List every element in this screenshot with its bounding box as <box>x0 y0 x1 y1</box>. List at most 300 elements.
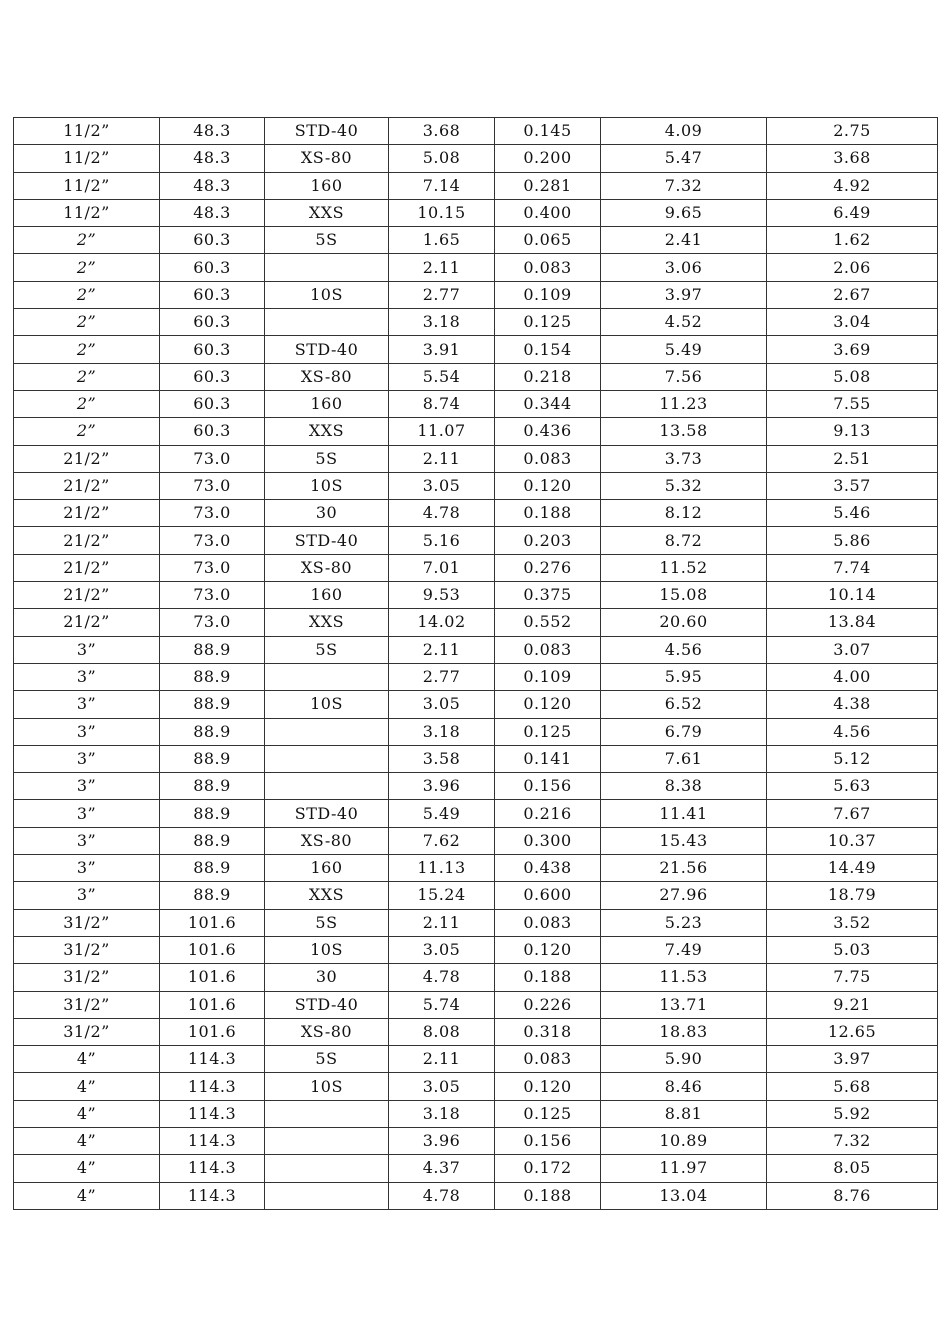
weight-kg-m-cell: 3.97 <box>601 281 767 308</box>
nominal-size-cell: 31/2” <box>14 936 160 963</box>
wall-thickness-mm-cell: 5.49 <box>389 800 495 827</box>
nominal-size-cell: 3” <box>14 800 160 827</box>
wall-thickness-in-cell: 0.141 <box>495 745 601 772</box>
wall-thickness-mm-cell: 3.18 <box>389 718 495 745</box>
schedule-cell: 5S <box>265 445 389 472</box>
table-row <box>14 118 938 145</box>
weight-kg-m-cell: 4.52 <box>601 309 767 336</box>
wall-thickness-mm-cell: 4.78 <box>389 1182 495 1209</box>
weight-lb-ft-cell: 4.38 <box>767 691 938 718</box>
outside-diameter-cell: 114.3 <box>160 1046 265 1073</box>
weight-kg-m-cell: 21.56 <box>601 855 767 882</box>
wall-thickness-in-cell: 0.125 <box>495 718 601 745</box>
wall-thickness-in-cell: 0.600 <box>495 882 601 909</box>
table-row <box>14 1073 938 1100</box>
weight-lb-ft-cell: 5.12 <box>767 745 938 772</box>
wall-thickness-mm-cell: 14.02 <box>389 609 495 636</box>
wall-thickness-in-cell: 0.145 <box>495 118 601 145</box>
wall-thickness-mm-cell: 7.62 <box>389 827 495 854</box>
wall-thickness-mm-cell: 11.13 <box>389 855 495 882</box>
wall-thickness-in-cell: 0.375 <box>495 582 601 609</box>
nominal-size-cell: 4” <box>14 1100 160 1127</box>
schedule-cell: XXS <box>265 418 389 445</box>
outside-diameter-cell: 48.3 <box>160 118 265 145</box>
table-row <box>14 445 938 472</box>
weight-lb-ft-cell: 3.69 <box>767 336 938 363</box>
schedule-cell: 30 <box>265 964 389 991</box>
schedule-cell: STD-40 <box>265 991 389 1018</box>
wall-thickness-mm-cell: 10.15 <box>389 199 495 226</box>
table-row <box>14 909 938 936</box>
nominal-size-cell: 3” <box>14 855 160 882</box>
wall-thickness-mm-cell: 2.11 <box>389 1046 495 1073</box>
wall-thickness-mm-cell: 2.11 <box>389 254 495 281</box>
nominal-size-cell: 21/2” <box>14 609 160 636</box>
schedule-cell: STD-40 <box>265 527 389 554</box>
weight-kg-m-cell: 10.89 <box>601 1127 767 1154</box>
wall-thickness-mm-cell: 1.65 <box>389 227 495 254</box>
table-row <box>14 554 938 581</box>
weight-kg-m-cell: 7.61 <box>601 745 767 772</box>
wall-thickness-mm-cell: 7.01 <box>389 554 495 581</box>
weight-kg-m-cell: 8.12 <box>601 500 767 527</box>
table-row <box>14 254 938 281</box>
table-row <box>14 582 938 609</box>
outside-diameter-cell: 60.3 <box>160 309 265 336</box>
wall-thickness-in-cell: 0.200 <box>495 145 601 172</box>
weight-kg-m-cell: 5.32 <box>601 472 767 499</box>
outside-diameter-cell: 88.9 <box>160 718 265 745</box>
outside-diameter-cell: 88.9 <box>160 800 265 827</box>
weight-lb-ft-cell: 3.57 <box>767 472 938 499</box>
outside-diameter-cell: 73.0 <box>160 445 265 472</box>
weight-lb-ft-cell: 2.75 <box>767 118 938 145</box>
weight-kg-m-cell: 8.72 <box>601 527 767 554</box>
wall-thickness-in-cell: 0.188 <box>495 964 601 991</box>
nominal-size-cell: 2” <box>14 254 160 281</box>
nominal-size-cell: 21/2” <box>14 472 160 499</box>
schedule-cell: 160 <box>265 390 389 417</box>
table-row <box>14 1100 938 1127</box>
weight-lb-ft-cell: 2.67 <box>767 281 938 308</box>
weight-lb-ft-cell: 13.84 <box>767 609 938 636</box>
table-row <box>14 800 938 827</box>
wall-thickness-in-cell: 0.120 <box>495 1073 601 1100</box>
table-row <box>14 227 938 254</box>
schedule-cell: XS-80 <box>265 145 389 172</box>
table-row <box>14 964 938 991</box>
outside-diameter-cell: 60.3 <box>160 390 265 417</box>
nominal-size-cell: 2” <box>14 309 160 336</box>
nominal-size-cell: 31/2” <box>14 1018 160 1045</box>
weight-kg-m-cell: 11.97 <box>601 1155 767 1182</box>
schedule-cell <box>265 1100 389 1127</box>
nominal-size-cell: 4” <box>14 1127 160 1154</box>
schedule-cell <box>265 773 389 800</box>
wall-thickness-mm-cell: 3.91 <box>389 336 495 363</box>
outside-diameter-cell: 114.3 <box>160 1127 265 1154</box>
table-row <box>14 1018 938 1045</box>
table-row <box>14 745 938 772</box>
wall-thickness-in-cell: 0.172 <box>495 1155 601 1182</box>
outside-diameter-cell: 48.3 <box>160 145 265 172</box>
wall-thickness-mm-cell: 5.08 <box>389 145 495 172</box>
weight-kg-m-cell: 13.71 <box>601 991 767 1018</box>
nominal-size-cell: 21/2” <box>14 582 160 609</box>
weight-lb-ft-cell: 3.68 <box>767 145 938 172</box>
wall-thickness-mm-cell: 3.96 <box>389 773 495 800</box>
wall-thickness-in-cell: 0.083 <box>495 636 601 663</box>
outside-diameter-cell: 88.9 <box>160 827 265 854</box>
weight-lb-ft-cell: 5.46 <box>767 500 938 527</box>
outside-diameter-cell: 114.3 <box>160 1073 265 1100</box>
outside-diameter-cell: 101.6 <box>160 1018 265 1045</box>
wall-thickness-in-cell: 0.065 <box>495 227 601 254</box>
nominal-size-cell: 11/2” <box>14 199 160 226</box>
wall-thickness-mm-cell: 11.07 <box>389 418 495 445</box>
nominal-size-cell: 3” <box>14 827 160 854</box>
weight-kg-m-cell: 7.49 <box>601 936 767 963</box>
weight-kg-m-cell: 9.65 <box>601 199 767 226</box>
wall-thickness-mm-cell: 2.11 <box>389 636 495 663</box>
nominal-size-cell: 21/2” <box>14 554 160 581</box>
schedule-cell <box>265 1127 389 1154</box>
nominal-size-cell: 2” <box>14 363 160 390</box>
weight-lb-ft-cell: 8.76 <box>767 1182 938 1209</box>
weight-lb-ft-cell: 18.79 <box>767 882 938 909</box>
nominal-size-cell: 11/2” <box>14 118 160 145</box>
outside-diameter-cell: 60.3 <box>160 336 265 363</box>
outside-diameter-cell: 73.0 <box>160 500 265 527</box>
weight-lb-ft-cell: 9.13 <box>767 418 938 445</box>
weight-lb-ft-cell: 4.92 <box>767 172 938 199</box>
outside-diameter-cell: 88.9 <box>160 773 265 800</box>
weight-kg-m-cell: 20.60 <box>601 609 767 636</box>
table-row <box>14 1155 938 1182</box>
outside-diameter-cell: 101.6 <box>160 964 265 991</box>
weight-kg-m-cell: 8.38 <box>601 773 767 800</box>
weight-kg-m-cell: 11.53 <box>601 964 767 991</box>
wall-thickness-in-cell: 0.203 <box>495 527 601 554</box>
weight-lb-ft-cell: 7.75 <box>767 964 938 991</box>
wall-thickness-mm-cell: 4.78 <box>389 964 495 991</box>
outside-diameter-cell: 60.3 <box>160 254 265 281</box>
weight-lb-ft-cell: 14.49 <box>767 855 938 882</box>
nominal-size-cell: 11/2” <box>14 145 160 172</box>
weight-kg-m-cell: 7.32 <box>601 172 767 199</box>
weight-lb-ft-cell: 3.52 <box>767 909 938 936</box>
wall-thickness-mm-cell: 8.74 <box>389 390 495 417</box>
outside-diameter-cell: 48.3 <box>160 199 265 226</box>
weight-kg-m-cell: 13.58 <box>601 418 767 445</box>
table-row <box>14 472 938 499</box>
wall-thickness-in-cell: 0.083 <box>495 254 601 281</box>
schedule-cell: XS-80 <box>265 827 389 854</box>
table-row <box>14 172 938 199</box>
nominal-size-cell: 4” <box>14 1046 160 1073</box>
outside-diameter-cell: 101.6 <box>160 991 265 1018</box>
weight-lb-ft-cell: 2.06 <box>767 254 938 281</box>
table-row <box>14 718 938 745</box>
weight-kg-m-cell: 11.23 <box>601 390 767 417</box>
weight-kg-m-cell: 6.79 <box>601 718 767 745</box>
table-row <box>14 1046 938 1073</box>
nominal-size-cell: 31/2” <box>14 909 160 936</box>
weight-lb-ft-cell: 7.32 <box>767 1127 938 1154</box>
weight-kg-m-cell: 8.81 <box>601 1100 767 1127</box>
table-row <box>14 309 938 336</box>
weight-kg-m-cell: 15.08 <box>601 582 767 609</box>
wall-thickness-mm-cell: 3.58 <box>389 745 495 772</box>
weight-lb-ft-cell: 3.04 <box>767 309 938 336</box>
outside-diameter-cell: 114.3 <box>160 1155 265 1182</box>
schedule-cell <box>265 663 389 690</box>
schedule-cell <box>265 1182 389 1209</box>
nominal-size-cell: 3” <box>14 636 160 663</box>
outside-diameter-cell: 48.3 <box>160 172 265 199</box>
schedule-cell: 5S <box>265 909 389 936</box>
nominal-size-cell: 21/2” <box>14 527 160 554</box>
table-row <box>14 281 938 308</box>
weight-kg-m-cell: 15.43 <box>601 827 767 854</box>
nominal-size-cell: 2” <box>14 336 160 363</box>
weight-kg-m-cell: 5.47 <box>601 145 767 172</box>
wall-thickness-mm-cell: 3.05 <box>389 691 495 718</box>
nominal-size-cell: 3” <box>14 773 160 800</box>
table-row <box>14 691 938 718</box>
schedule-cell: 160 <box>265 855 389 882</box>
weight-lb-ft-cell: 10.14 <box>767 582 938 609</box>
nominal-size-cell: 2” <box>14 390 160 417</box>
weight-kg-m-cell: 7.56 <box>601 363 767 390</box>
wall-thickness-mm-cell: 2.11 <box>389 445 495 472</box>
outside-diameter-cell: 60.3 <box>160 418 265 445</box>
weight-lb-ft-cell: 4.56 <box>767 718 938 745</box>
wall-thickness-mm-cell: 9.53 <box>389 582 495 609</box>
weight-lb-ft-cell: 5.03 <box>767 936 938 963</box>
weight-lb-ft-cell: 12.65 <box>767 1018 938 1045</box>
weight-kg-m-cell: 11.41 <box>601 800 767 827</box>
wall-thickness-in-cell: 0.109 <box>495 663 601 690</box>
weight-kg-m-cell: 27.96 <box>601 882 767 909</box>
wall-thickness-mm-cell: 2.11 <box>389 909 495 936</box>
nominal-size-cell: 31/2” <box>14 991 160 1018</box>
schedule-cell: XS-80 <box>265 363 389 390</box>
wall-thickness-mm-cell: 7.14 <box>389 172 495 199</box>
table-row <box>14 882 938 909</box>
table-row <box>14 1127 938 1154</box>
table-row <box>14 609 938 636</box>
wall-thickness-in-cell: 0.226 <box>495 991 601 1018</box>
wall-thickness-in-cell: 0.436 <box>495 418 601 445</box>
pipe-schedule-table <box>13 117 938 1210</box>
outside-diameter-cell: 60.3 <box>160 227 265 254</box>
wall-thickness-in-cell: 0.120 <box>495 691 601 718</box>
schedule-cell: XXS <box>265 609 389 636</box>
outside-diameter-cell: 88.9 <box>160 882 265 909</box>
wall-thickness-mm-cell: 2.77 <box>389 281 495 308</box>
schedule-cell: 30 <box>265 500 389 527</box>
outside-diameter-cell: 88.9 <box>160 855 265 882</box>
outside-diameter-cell: 60.3 <box>160 281 265 308</box>
schedule-cell <box>265 718 389 745</box>
wall-thickness-in-cell: 0.083 <box>495 1046 601 1073</box>
wall-thickness-in-cell: 0.300 <box>495 827 601 854</box>
outside-diameter-cell: 88.9 <box>160 691 265 718</box>
schedule-cell: 10S <box>265 936 389 963</box>
table-row <box>14 663 938 690</box>
nominal-size-cell: 4” <box>14 1155 160 1182</box>
nominal-size-cell: 3” <box>14 882 160 909</box>
weight-kg-m-cell: 11.52 <box>601 554 767 581</box>
weight-lb-ft-cell: 7.55 <box>767 390 938 417</box>
wall-thickness-in-cell: 0.218 <box>495 363 601 390</box>
weight-lb-ft-cell: 1.62 <box>767 227 938 254</box>
nominal-size-cell: 3” <box>14 663 160 690</box>
schedule-cell: STD-40 <box>265 118 389 145</box>
nominal-size-cell: 2” <box>14 227 160 254</box>
wall-thickness-mm-cell: 5.74 <box>389 991 495 1018</box>
weight-kg-m-cell: 5.90 <box>601 1046 767 1073</box>
wall-thickness-in-cell: 0.156 <box>495 773 601 800</box>
table-row <box>14 936 938 963</box>
weight-lb-ft-cell: 8.05 <box>767 1155 938 1182</box>
weight-lb-ft-cell: 2.51 <box>767 445 938 472</box>
weight-kg-m-cell: 3.73 <box>601 445 767 472</box>
weight-kg-m-cell: 8.46 <box>601 1073 767 1100</box>
wall-thickness-in-cell: 0.154 <box>495 336 601 363</box>
outside-diameter-cell: 73.0 <box>160 527 265 554</box>
nominal-size-cell: 31/2” <box>14 964 160 991</box>
nominal-size-cell: 21/2” <box>14 500 160 527</box>
wall-thickness-mm-cell: 3.96 <box>389 1127 495 1154</box>
table-row <box>14 500 938 527</box>
table-row <box>14 199 938 226</box>
wall-thickness-in-cell: 0.216 <box>495 800 601 827</box>
table-row <box>14 336 938 363</box>
weight-lb-ft-cell: 5.08 <box>767 363 938 390</box>
wall-thickness-in-cell: 0.344 <box>495 390 601 417</box>
schedule-cell <box>265 1155 389 1182</box>
wall-thickness-mm-cell: 3.05 <box>389 472 495 499</box>
table-row <box>14 636 938 663</box>
outside-diameter-cell: 101.6 <box>160 909 265 936</box>
schedule-cell <box>265 745 389 772</box>
weight-lb-ft-cell: 10.37 <box>767 827 938 854</box>
weight-kg-m-cell: 18.83 <box>601 1018 767 1045</box>
wall-thickness-in-cell: 0.156 <box>495 1127 601 1154</box>
outside-diameter-cell: 73.0 <box>160 582 265 609</box>
table-row <box>14 363 938 390</box>
table-row <box>14 527 938 554</box>
weight-lb-ft-cell: 3.97 <box>767 1046 938 1073</box>
wall-thickness-in-cell: 0.188 <box>495 500 601 527</box>
wall-thickness-mm-cell: 3.18 <box>389 1100 495 1127</box>
outside-diameter-cell: 114.3 <box>160 1182 265 1209</box>
weight-lb-ft-cell: 7.67 <box>767 800 938 827</box>
weight-kg-m-cell: 2.41 <box>601 227 767 254</box>
schedule-cell: XS-80 <box>265 1018 389 1045</box>
nominal-size-cell: 4” <box>14 1073 160 1100</box>
table-row <box>14 1182 938 1209</box>
wall-thickness-mm-cell: 4.78 <box>389 500 495 527</box>
wall-thickness-mm-cell: 5.16 <box>389 527 495 554</box>
nominal-size-cell: 21/2” <box>14 445 160 472</box>
outside-diameter-cell: 73.0 <box>160 472 265 499</box>
schedule-cell: STD-40 <box>265 800 389 827</box>
schedule-cell <box>265 254 389 281</box>
outside-diameter-cell: 114.3 <box>160 1100 265 1127</box>
table-row <box>14 773 938 800</box>
weight-kg-m-cell: 4.09 <box>601 118 767 145</box>
wall-thickness-mm-cell: 3.68 <box>389 118 495 145</box>
wall-thickness-mm-cell: 3.05 <box>389 1073 495 1100</box>
schedule-cell <box>265 309 389 336</box>
wall-thickness-mm-cell: 15.24 <box>389 882 495 909</box>
schedule-cell: 10S <box>265 281 389 308</box>
table-row <box>14 418 938 445</box>
wall-thickness-in-cell: 0.281 <box>495 172 601 199</box>
outside-diameter-cell: 73.0 <box>160 554 265 581</box>
weight-lb-ft-cell: 5.68 <box>767 1073 938 1100</box>
wall-thickness-in-cell: 0.083 <box>495 909 601 936</box>
schedule-cell: XS-80 <box>265 554 389 581</box>
weight-kg-m-cell: 5.95 <box>601 663 767 690</box>
nominal-size-cell: 3” <box>14 691 160 718</box>
schedule-cell: 5S <box>265 636 389 663</box>
outside-diameter-cell: 101.6 <box>160 936 265 963</box>
weight-kg-m-cell: 3.06 <box>601 254 767 281</box>
wall-thickness-in-cell: 0.125 <box>495 309 601 336</box>
schedule-cell: 5S <box>265 1046 389 1073</box>
weight-lb-ft-cell: 6.49 <box>767 199 938 226</box>
schedule-cell: XXS <box>265 882 389 909</box>
wall-thickness-in-cell: 0.400 <box>495 199 601 226</box>
wall-thickness-in-cell: 0.083 <box>495 445 601 472</box>
outside-diameter-cell: 88.9 <box>160 636 265 663</box>
weight-kg-m-cell: 6.52 <box>601 691 767 718</box>
outside-diameter-cell: 88.9 <box>160 663 265 690</box>
weight-lb-ft-cell: 5.92 <box>767 1100 938 1127</box>
schedule-cell: 10S <box>265 472 389 499</box>
table-row <box>14 390 938 417</box>
schedule-cell: 10S <box>265 691 389 718</box>
weight-lb-ft-cell: 5.86 <box>767 527 938 554</box>
wall-thickness-in-cell: 0.120 <box>495 936 601 963</box>
schedule-cell: 10S <box>265 1073 389 1100</box>
weight-lb-ft-cell: 5.63 <box>767 773 938 800</box>
outside-diameter-cell: 88.9 <box>160 745 265 772</box>
schedule-cell: 160 <box>265 172 389 199</box>
table-row <box>14 991 938 1018</box>
weight-kg-m-cell: 13.04 <box>601 1182 767 1209</box>
outside-diameter-cell: 60.3 <box>160 363 265 390</box>
nominal-size-cell: 4” <box>14 1182 160 1209</box>
wall-thickness-in-cell: 0.276 <box>495 554 601 581</box>
wall-thickness-in-cell: 0.109 <box>495 281 601 308</box>
wall-thickness-mm-cell: 3.18 <box>389 309 495 336</box>
wall-thickness-in-cell: 0.438 <box>495 855 601 882</box>
schedule-cell: 5S <box>265 227 389 254</box>
weight-kg-m-cell: 5.49 <box>601 336 767 363</box>
weight-lb-ft-cell: 4.00 <box>767 663 938 690</box>
schedule-cell: XXS <box>265 199 389 226</box>
weight-lb-ft-cell: 7.74 <box>767 554 938 581</box>
wall-thickness-mm-cell: 8.08 <box>389 1018 495 1045</box>
table-row <box>14 827 938 854</box>
outside-diameter-cell: 73.0 <box>160 609 265 636</box>
weight-lb-ft-cell: 9.21 <box>767 991 938 1018</box>
